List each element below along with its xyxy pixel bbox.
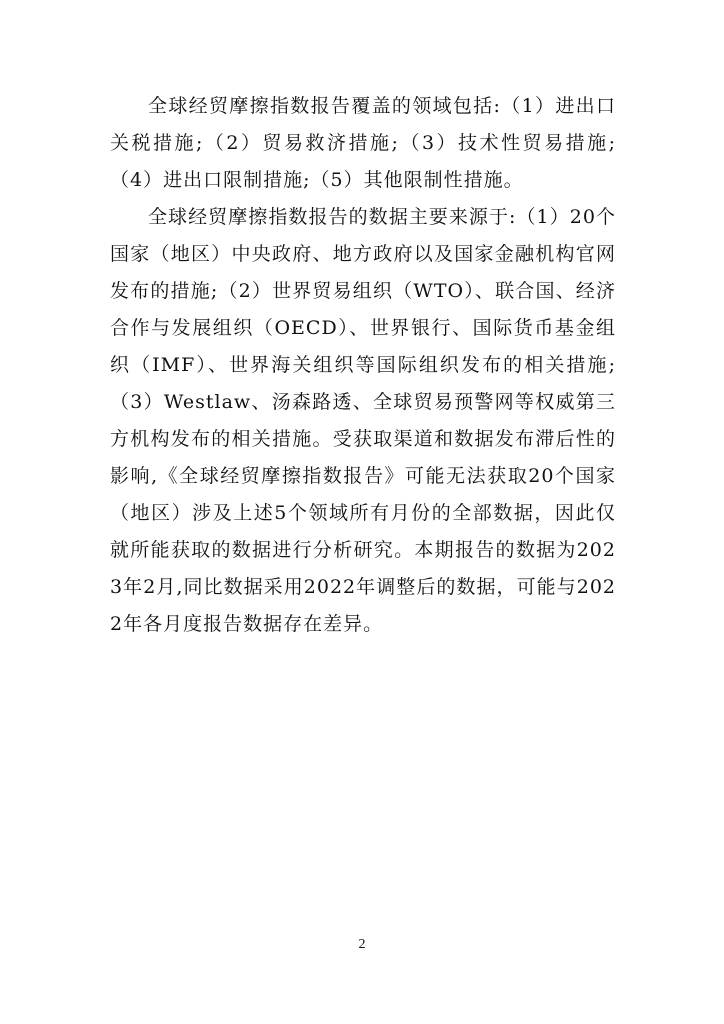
paragraph-coverage: 全球经贸摩擦指数报告覆盖的领域包括:（1）进出口关税措施;（2）贸易救济措施;（3）技术性贸易措施;（4）进出口限制措施;（5）其他限制性措施。 bbox=[110, 95, 616, 191]
body-text bbox=[110, 88, 616, 643]
paragraph-data-sources: 全球经贸摩擦指数报告的数据主要来源于:（1）20个国家（地区）中央政府、地方政府以及国家金融机构官网发布的措施;（2）世界贸易组织（WTO）、联合国、经济合作与发展组织（OECD）、世界银行、国际货币基金组织（IMF）、世界海关组织等国际组织发布的相关措施;（3）Westlaw、汤森路透、全球贸易预警网等权威第三方机构发布的相关措施。受获取渠道和数据发布滞后性的影响,《全球经贸摩擦指数报告》可能无法获取20个国家（地区）涉及上述5个领域所有月份的全部数据，因此仅就所能获取的数据进行分析研究。本期报告的数据为2023年2月,同比数据采用2022年调整后的数据，可能与2022年各月度报告数据存在差异。 bbox=[110, 206, 616, 635]
page-number: 2 bbox=[358, 937, 366, 952]
